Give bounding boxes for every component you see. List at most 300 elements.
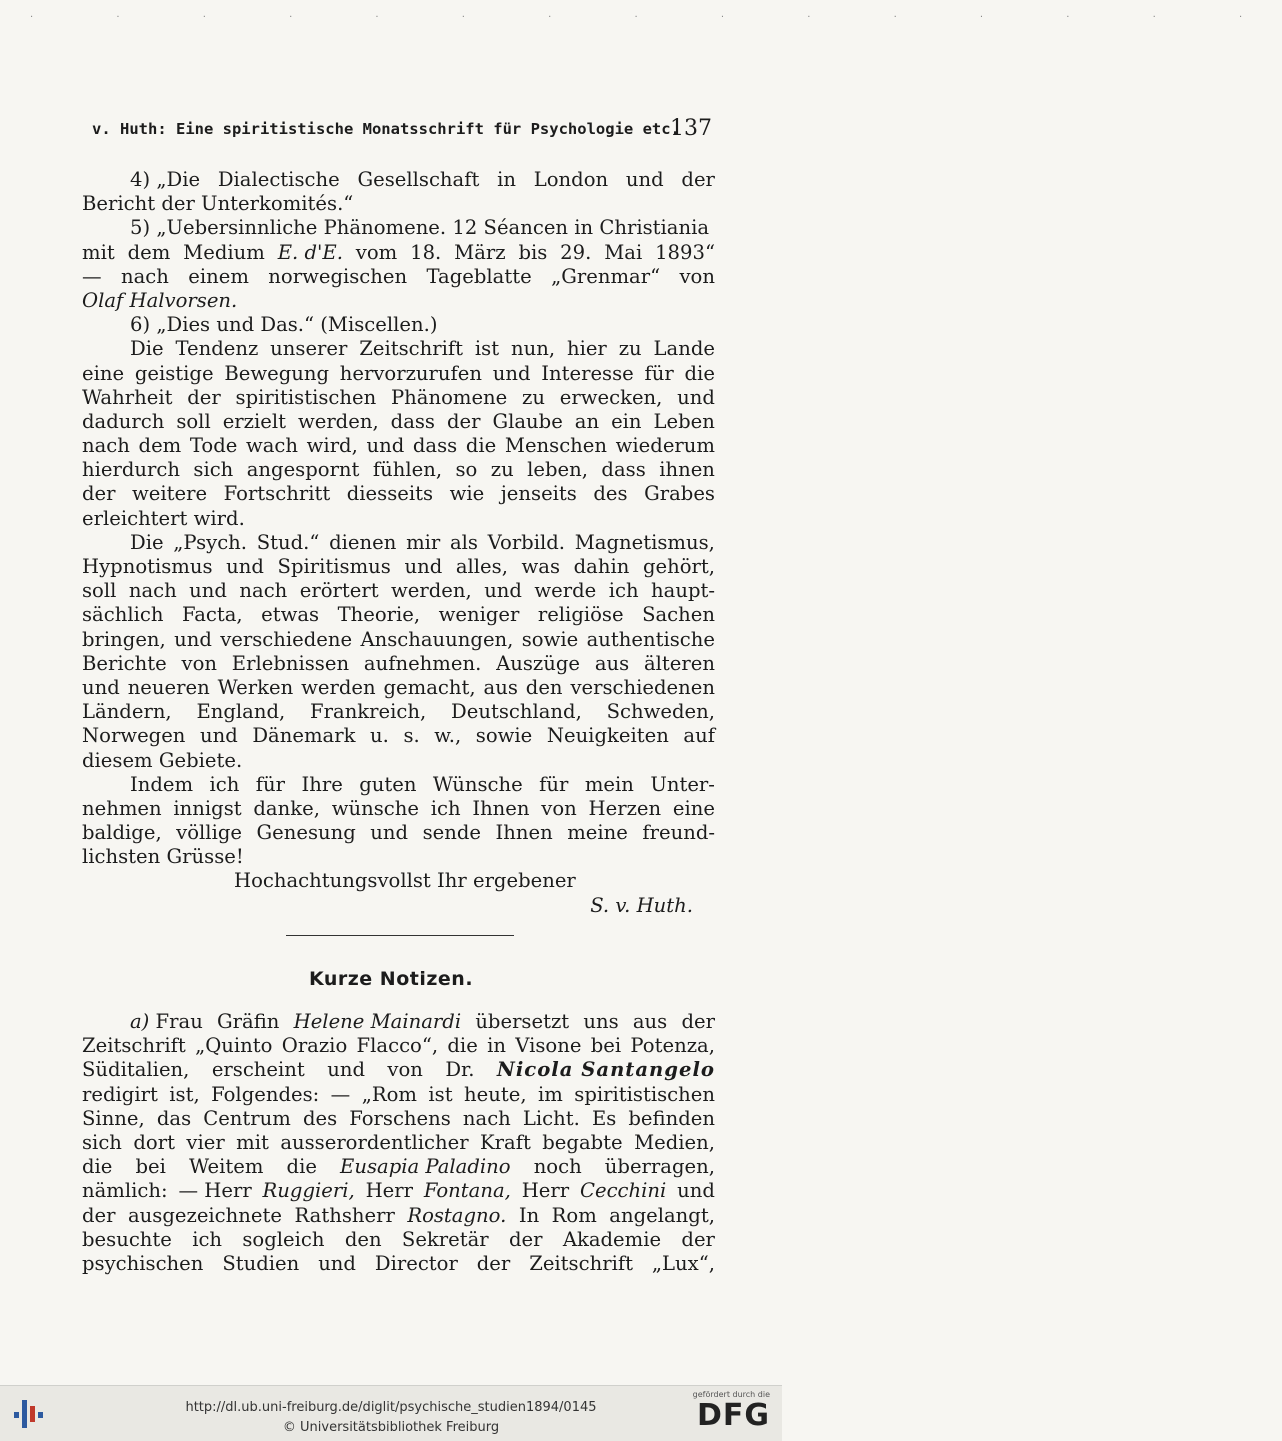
word: verschiedenen xyxy=(570,675,715,699)
word: „Quinto xyxy=(195,1034,273,1058)
word: und xyxy=(677,385,715,409)
word: 4) „Die xyxy=(130,168,201,191)
text-line xyxy=(82,894,715,918)
text-line xyxy=(82,1131,715,1155)
word: der xyxy=(681,168,715,191)
word: dass xyxy=(601,458,646,482)
word: Potenza, xyxy=(630,1034,715,1058)
word: Norwegen xyxy=(82,724,186,748)
word: leben, xyxy=(527,458,588,482)
word: — Herr xyxy=(178,1179,252,1203)
word: sowie xyxy=(521,627,579,651)
word: Tendenz xyxy=(175,337,259,361)
word: aufnehmen. xyxy=(363,651,482,675)
word: freund- xyxy=(642,821,715,845)
copyright-notice: © Universitätsbibliothek Freiburg xyxy=(282,1420,500,1435)
word: uns xyxy=(583,1010,619,1033)
word: Akademie xyxy=(562,1227,662,1251)
word: authentische xyxy=(586,627,715,651)
word: hervorzurufen xyxy=(339,361,482,385)
text-line xyxy=(82,628,715,652)
word: geistige xyxy=(134,361,214,385)
word: Medien, xyxy=(634,1130,715,1154)
word: Genesung xyxy=(256,821,356,845)
word: Herr xyxy=(365,1179,413,1203)
word: erwecken, xyxy=(559,385,663,409)
word: vier xyxy=(186,1130,225,1154)
word: besuchte xyxy=(82,1227,172,1251)
word: Herzen xyxy=(588,796,662,820)
word: der xyxy=(446,409,481,433)
word: Nicola Santangelo xyxy=(496,1058,715,1082)
word: danke, xyxy=(253,796,320,820)
word: Tode xyxy=(189,434,238,458)
word: und xyxy=(318,1251,356,1275)
text-line xyxy=(82,700,715,724)
word: religiöse xyxy=(537,603,624,627)
word: wiederum xyxy=(615,434,715,458)
word: bei xyxy=(135,1155,166,1179)
word: die xyxy=(684,361,715,385)
text-line xyxy=(82,603,715,627)
word: für xyxy=(255,772,286,796)
word: der xyxy=(681,1227,715,1251)
word: 18. xyxy=(410,240,442,264)
word: eine xyxy=(82,361,125,385)
word: verschiedene xyxy=(220,627,353,651)
text-line xyxy=(82,289,715,313)
word: an xyxy=(574,409,600,433)
word: werden xyxy=(301,675,376,699)
word: Tageblatte xyxy=(426,264,532,288)
text-line xyxy=(82,1179,715,1203)
word: Fontana, xyxy=(423,1179,511,1203)
word: dem xyxy=(138,434,182,458)
word: a) Frau xyxy=(130,1010,203,1033)
word: übersetzt xyxy=(475,1010,570,1033)
word: Dialectische xyxy=(217,168,340,191)
word: Auszüge xyxy=(496,651,581,675)
word: angespornt xyxy=(246,458,360,482)
section-title: Kurze Notizen. xyxy=(308,968,474,990)
word: bringen, xyxy=(82,627,166,651)
word: älteren xyxy=(643,651,715,675)
word: nach xyxy=(82,434,130,458)
word: in xyxy=(487,1034,506,1058)
word: wünsche xyxy=(331,796,419,820)
word: — xyxy=(82,264,102,288)
text-line xyxy=(82,265,715,289)
word: des xyxy=(302,1106,338,1130)
running-head xyxy=(92,116,712,146)
word: Magnetismus, xyxy=(574,530,715,554)
word: Glaube xyxy=(492,409,563,433)
word: unserer xyxy=(270,337,348,361)
word: Studien xyxy=(222,1251,300,1275)
text-line xyxy=(82,1228,715,1252)
word: mit xyxy=(82,240,115,264)
text-line xyxy=(82,1204,715,1228)
word: der xyxy=(82,482,116,506)
dfg-logo-text: DFG xyxy=(696,1398,770,1433)
word: und xyxy=(404,555,443,578)
word: spiritistischen xyxy=(235,385,377,409)
word: nun, xyxy=(510,337,556,361)
word: Director xyxy=(374,1251,458,1275)
word: nach xyxy=(462,1106,511,1130)
word: und xyxy=(366,434,405,458)
word: dienen xyxy=(329,530,397,554)
text-line xyxy=(82,386,715,410)
word: Sinne, xyxy=(82,1106,145,1130)
word: sich xyxy=(82,1130,122,1154)
word: und xyxy=(492,361,531,385)
word: gemacht, xyxy=(383,675,476,699)
text-line xyxy=(82,1252,715,1276)
word: und xyxy=(174,627,212,651)
word: Zeitschrift xyxy=(529,1251,633,1275)
word: zu xyxy=(618,337,642,361)
word: „Psych. xyxy=(173,530,248,554)
word: Es xyxy=(591,1106,617,1130)
word: nämlich: xyxy=(82,1179,168,1203)
word: jenseits xyxy=(500,482,577,506)
word: dadurch xyxy=(82,409,165,433)
word: „Grenmar“ xyxy=(551,264,661,288)
text-line xyxy=(82,1034,715,1058)
page-number: 137 xyxy=(670,116,712,141)
word: Wünsche xyxy=(432,772,523,796)
word: redigirt xyxy=(82,1082,158,1106)
word: Olaf Halvorsen. xyxy=(82,288,238,312)
word: von xyxy=(181,651,217,675)
word: Anschauungen, xyxy=(360,627,514,651)
word: Visone xyxy=(515,1034,582,1058)
word: Dr. xyxy=(445,1058,475,1082)
word: von xyxy=(679,264,715,288)
word: Gräfin xyxy=(217,1010,280,1033)
word: Vorbild. xyxy=(487,530,566,554)
word: E. d'E. xyxy=(277,240,343,264)
word: befinden xyxy=(628,1106,715,1130)
section-divider xyxy=(286,935,514,936)
text-line xyxy=(82,773,715,797)
text-line xyxy=(82,797,715,821)
word: ein xyxy=(611,409,642,433)
word: werden, xyxy=(297,409,379,433)
word: Leben xyxy=(653,409,715,433)
word: und xyxy=(200,724,238,748)
word: ich xyxy=(209,772,240,796)
word: Neuigkeiten xyxy=(546,724,669,748)
word: sich xyxy=(193,458,234,482)
word: — xyxy=(330,1082,351,1106)
word: nach xyxy=(120,264,169,288)
word: haupt- xyxy=(651,579,715,603)
text-line xyxy=(82,579,715,603)
word: werden, xyxy=(391,579,472,603)
word: 6) „Dies und Das.“ (Miscellen.) xyxy=(130,313,438,337)
word: Hochachtungsvollst Ihr ergebener xyxy=(234,869,576,893)
word: 1893“ xyxy=(655,240,715,264)
word: des xyxy=(593,482,628,506)
word: Phänomene xyxy=(390,385,508,409)
word: Deutschland, xyxy=(451,700,582,724)
word: überragen, xyxy=(604,1155,715,1179)
word: nehmen xyxy=(82,796,162,820)
word: dahin xyxy=(573,555,630,578)
word: Medium xyxy=(183,240,265,264)
word: Fortschritt xyxy=(223,482,331,506)
text-line xyxy=(82,1058,715,1082)
word: zu xyxy=(522,385,545,409)
word: aus xyxy=(594,651,630,675)
word: den xyxy=(525,675,563,699)
word: Cecchini xyxy=(579,1179,667,1203)
word: ich xyxy=(430,796,461,820)
word: dem xyxy=(127,240,171,264)
word: heute, xyxy=(464,1082,527,1106)
word: Flacco“, xyxy=(356,1034,439,1058)
word: Herr xyxy=(521,1179,570,1203)
word: nach xyxy=(239,579,288,603)
word: dort xyxy=(133,1130,175,1154)
word: ausserordentlicher xyxy=(280,1130,469,1154)
word: spiritistischen xyxy=(574,1082,715,1106)
word: völlige xyxy=(176,821,242,845)
word: neueren xyxy=(127,675,210,699)
word: als xyxy=(449,530,478,554)
text-line xyxy=(82,1083,715,1107)
word: den xyxy=(344,1227,382,1251)
word: weitere xyxy=(132,482,208,506)
word: Gesellschaft xyxy=(357,168,480,191)
word: innigst xyxy=(173,796,242,820)
word: ich xyxy=(192,1227,223,1251)
word: in xyxy=(497,168,516,191)
word: „Rom xyxy=(361,1082,417,1106)
notes-text xyxy=(82,1010,715,1276)
word: Zeitschrift xyxy=(82,1034,186,1058)
word: wie xyxy=(449,482,485,506)
word: bei xyxy=(590,1034,622,1058)
word: Rom xyxy=(551,1203,597,1227)
word: ich xyxy=(608,579,639,603)
word: der xyxy=(476,1251,511,1275)
word: erleichtert wird. xyxy=(82,506,245,530)
word: ist xyxy=(428,1082,453,1106)
word: Hypnotismus xyxy=(82,555,213,578)
word: das xyxy=(156,1106,192,1130)
word: S. v. Huth. xyxy=(590,893,693,917)
text-line xyxy=(82,1155,715,1179)
word: aus xyxy=(483,675,518,699)
word: ist, xyxy=(169,1082,200,1106)
word: Bewegung xyxy=(224,361,330,385)
word: Menschen xyxy=(504,434,608,458)
word: für xyxy=(539,772,569,796)
word: Kraft xyxy=(480,1130,531,1154)
word: Helene Mainardi xyxy=(293,1010,462,1033)
word: Sachen xyxy=(642,603,715,627)
word: guten xyxy=(359,772,417,796)
text-line xyxy=(82,434,715,458)
word: s. xyxy=(403,724,420,748)
word: hierdurch xyxy=(82,458,180,482)
word: von xyxy=(387,1058,423,1082)
word: die xyxy=(82,1155,113,1179)
text-line xyxy=(82,1010,715,1034)
word: für xyxy=(644,361,674,385)
word: Grabes xyxy=(644,482,715,506)
word: aus xyxy=(632,1010,668,1033)
text-line xyxy=(82,724,715,748)
word: Die xyxy=(130,337,164,361)
word: alles, xyxy=(455,555,508,578)
word: der xyxy=(681,1010,715,1033)
word: 5) „Uebersinnliche Phänomene. 12 Séancen in Christiania xyxy=(130,216,710,240)
text-line xyxy=(82,507,715,531)
word: und xyxy=(82,675,120,699)
word: London xyxy=(533,168,609,191)
word: Schweden, xyxy=(606,700,715,724)
word: 29. xyxy=(560,240,592,264)
word: Weitem xyxy=(189,1155,264,1179)
word: auf xyxy=(683,724,715,748)
word: von xyxy=(541,796,577,820)
word: Eusapia Paladino xyxy=(340,1155,511,1179)
text-line xyxy=(82,410,715,434)
word: und xyxy=(625,168,664,191)
word: meine xyxy=(567,821,628,845)
word: erscheint xyxy=(211,1058,305,1082)
word: dass xyxy=(412,434,458,458)
word: Stud.“ xyxy=(256,530,320,554)
word: Folgendes: xyxy=(211,1082,320,1106)
word: sowie xyxy=(475,724,533,748)
word: dass xyxy=(390,409,435,433)
word: lichsten Grüsse! xyxy=(82,845,244,869)
text-line xyxy=(82,482,715,506)
word: Ländern, xyxy=(82,700,172,724)
word: diesseits xyxy=(346,482,434,506)
text-line xyxy=(82,458,715,482)
text-line xyxy=(82,555,715,579)
text-line xyxy=(82,362,715,386)
word: baldige, xyxy=(82,821,162,845)
word: was xyxy=(521,555,561,578)
word: Ihnen xyxy=(472,796,530,820)
page-url[interactable]: http://dl.ub.uni-freiburg.de/diglit/psychische_studien1894/0145 xyxy=(185,1400,597,1415)
text-line xyxy=(82,845,715,869)
word: mein xyxy=(584,772,634,796)
word: der xyxy=(508,1227,543,1251)
word: u. xyxy=(370,724,389,748)
word: und xyxy=(677,1179,715,1203)
text-line xyxy=(82,313,715,337)
word: fühlen, xyxy=(372,458,443,482)
word: erörtert xyxy=(299,579,379,603)
word: Sekretär xyxy=(401,1227,489,1251)
word: „Lux“, xyxy=(651,1251,715,1275)
word: angelangt, xyxy=(609,1203,715,1227)
word: Werken xyxy=(217,675,294,699)
word: Unter- xyxy=(650,772,715,796)
word: wird, xyxy=(306,434,358,458)
word: Rostagno. xyxy=(407,1203,507,1227)
word: wach xyxy=(245,434,299,458)
word: nach xyxy=(128,579,177,603)
viewer-footer xyxy=(0,1385,782,1441)
text-line xyxy=(82,652,715,676)
word: England, xyxy=(196,700,286,724)
word: Indem xyxy=(130,772,194,796)
word: so xyxy=(455,458,478,482)
word: und xyxy=(327,1058,365,1082)
word: Licht. xyxy=(522,1106,580,1130)
word: Die xyxy=(130,530,164,554)
text-line xyxy=(82,869,715,893)
word: gehört, xyxy=(642,555,715,578)
word: die xyxy=(447,1034,478,1058)
text-line xyxy=(82,1107,715,1131)
word: Berichte xyxy=(82,651,167,675)
text-line xyxy=(82,749,715,773)
word: vom xyxy=(355,240,398,264)
dfg-caption: gefördert durch die xyxy=(692,1390,770,1399)
word: mir xyxy=(406,530,441,554)
word: Dänemark xyxy=(252,724,356,748)
word: bis xyxy=(518,240,548,264)
word: die xyxy=(465,434,497,458)
word: und xyxy=(370,821,409,845)
word: sende xyxy=(422,821,481,845)
word: ihnen xyxy=(659,458,715,482)
word: norwegischen xyxy=(268,264,408,288)
dfg-logo[interactable] xyxy=(680,1390,770,1438)
word: w., xyxy=(434,724,462,748)
word: Zeitschrift xyxy=(359,337,464,361)
word: noch xyxy=(533,1155,582,1179)
word: soll xyxy=(82,579,117,603)
word: Frankreich, xyxy=(310,700,427,724)
word: Facta, xyxy=(181,603,243,627)
word: Ihnen xyxy=(495,821,553,845)
word: März xyxy=(454,240,506,264)
word: einem xyxy=(188,264,249,288)
word: Rathsherr xyxy=(294,1203,395,1227)
word: im xyxy=(537,1082,563,1106)
word: sogleich xyxy=(242,1227,325,1251)
word: der xyxy=(187,385,221,409)
word: diesem Gebiete. xyxy=(82,748,243,772)
word: ausgezeichnete xyxy=(128,1203,282,1227)
word: mit xyxy=(236,1130,269,1154)
text-line xyxy=(82,192,715,216)
word: Lande xyxy=(653,337,715,361)
text-line xyxy=(82,337,715,361)
text-line xyxy=(82,821,715,845)
word: Ihre xyxy=(301,772,343,796)
word: eine xyxy=(672,796,715,820)
word: Theorie, xyxy=(337,603,421,627)
word: werde xyxy=(534,579,597,603)
word: weniger xyxy=(438,603,520,627)
word: zu xyxy=(490,458,514,482)
word: begabte xyxy=(542,1130,623,1154)
scan-artifacts: · · · · · · · · · · · · · · · xyxy=(30,12,1282,23)
word: und xyxy=(226,555,264,578)
